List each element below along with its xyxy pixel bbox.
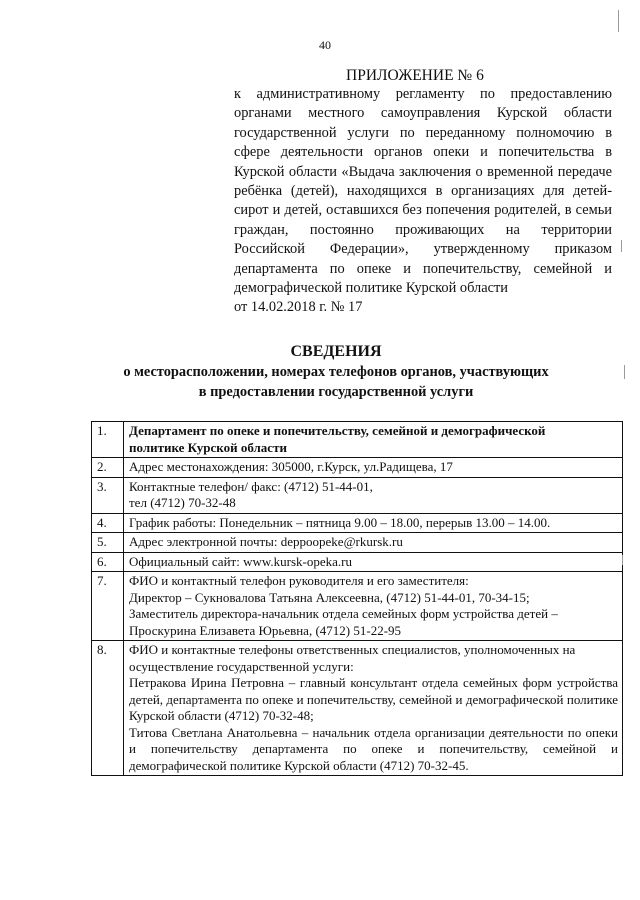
row-content bbox=[124, 513, 623, 533]
row-line: Проскурина Елизавета Юрьевна, (4712) 51-22-95 bbox=[129, 622, 402, 638]
table-row bbox=[92, 458, 623, 478]
table-row bbox=[92, 533, 623, 553]
row-number: 6. bbox=[92, 552, 124, 572]
row-line: тел (4712) 70-32-48 bbox=[129, 495, 236, 510]
row-number: 3. bbox=[92, 477, 124, 513]
heading-subtitle-line-2: в предоставлении государственной услуги bbox=[198, 384, 474, 400]
row-number: 4. bbox=[92, 513, 124, 533]
scan-mark bbox=[621, 240, 622, 252]
row-number: 8. bbox=[92, 641, 124, 776]
row-line: Департамент по опеке и попечительству, семейной и демографической bbox=[129, 423, 546, 438]
row-line: Адрес электронной почты: deppoopeke@rkursk.ru bbox=[129, 534, 403, 549]
row-intro: ФИО и контактные телефоны ответственных специалистов, уполномоченных на осуществление государственной услуги: bbox=[129, 642, 576, 674]
row-line: Заместитель директора-начальник отдела семейных форм устройства детей – bbox=[129, 606, 558, 621]
row-content bbox=[124, 458, 623, 478]
row-content bbox=[124, 641, 623, 776]
row-line: Контактные телефон/ факс: (4712) 51-44-01, bbox=[129, 478, 373, 494]
row-content bbox=[124, 422, 623, 458]
row-content bbox=[124, 552, 623, 572]
row-line: Официальный сайт: www.kursk-opeka.ru bbox=[129, 553, 352, 569]
appendix-title: ПРИЛОЖЕНИЕ № 6 bbox=[346, 67, 484, 84]
row-number: 5. bbox=[92, 533, 124, 553]
row-content bbox=[124, 477, 623, 513]
row-line: График работы: Понедельник – пятница 9.00 – 18.00, перерыв 13.00 – 14.00. bbox=[129, 514, 551, 530]
scan-mark bbox=[618, 10, 619, 32]
table-row bbox=[92, 641, 623, 776]
row-number: 7. bbox=[92, 572, 124, 641]
heading-subtitle-line-1: о месторасположении, номерах телефонов органов, участвующих bbox=[123, 364, 549, 380]
page-number: 40 bbox=[319, 38, 331, 52]
row-content bbox=[124, 572, 623, 641]
appendix-text: к административному регламенту по предоставлению органами местного самоуправления Курской области государственной услуги по переданному полномочию в сфере деятельности органов опеки и попечительства в Курской области «Выдача заключения о временной передаче ребёнка (детей), находящихся в организациях для детей-сирот и детей, оставшихся без попечения родителей, в семьи граждан, постоянно проживающих на территории Российской Федерации», утвержденному приказом департамента по опеке и попечительству, семейной и демографической политике Курской области bbox=[234, 86, 612, 297]
row-line: ФИО и контактный телефон руководителя и его заместителя: bbox=[129, 573, 469, 588]
specialist-1: Петракова Ирина Петровна – главный консультант отдела семейных форм устройства детей, департамента по опеке и попечительству, семейной и демографической политике Курской области (4712) 70-32-48; bbox=[129, 675, 618, 723]
row-line: Директор – Сукновалова Татьяна Алексеевна, (4712) 51-44-01, 70-34-15; bbox=[129, 589, 530, 605]
row-content bbox=[124, 533, 623, 553]
row-line: Адрес местонахождения: 305000, г.Курск, ул.Радищева, 17 bbox=[129, 459, 453, 474]
appendix-date: от 14.02.2018 г. № 17 bbox=[234, 299, 363, 316]
heading-title: СВЕДЕНИЯ bbox=[290, 343, 382, 360]
table-row bbox=[92, 552, 623, 572]
row-line: политике Курской области bbox=[129, 439, 287, 455]
row-number: 1. bbox=[92, 422, 124, 458]
scan-mark bbox=[624, 365, 625, 379]
scan-mark bbox=[622, 555, 623, 565]
table-row bbox=[92, 477, 623, 513]
table-row bbox=[92, 572, 623, 641]
appendix-block bbox=[234, 66, 612, 318]
info-table bbox=[91, 421, 623, 776]
table-row bbox=[92, 513, 623, 533]
specialist-2: Титова Светлана Анатольевна – начальник отдела организации деятельности по опеки и попечительству департамента по опеке и попечительству, семейной и демографической политике Курской области (4712) 70-32-45. bbox=[129, 724, 618, 773]
row-number: 2. bbox=[92, 458, 124, 478]
section-heading bbox=[96, 342, 576, 402]
table-row bbox=[92, 422, 623, 458]
